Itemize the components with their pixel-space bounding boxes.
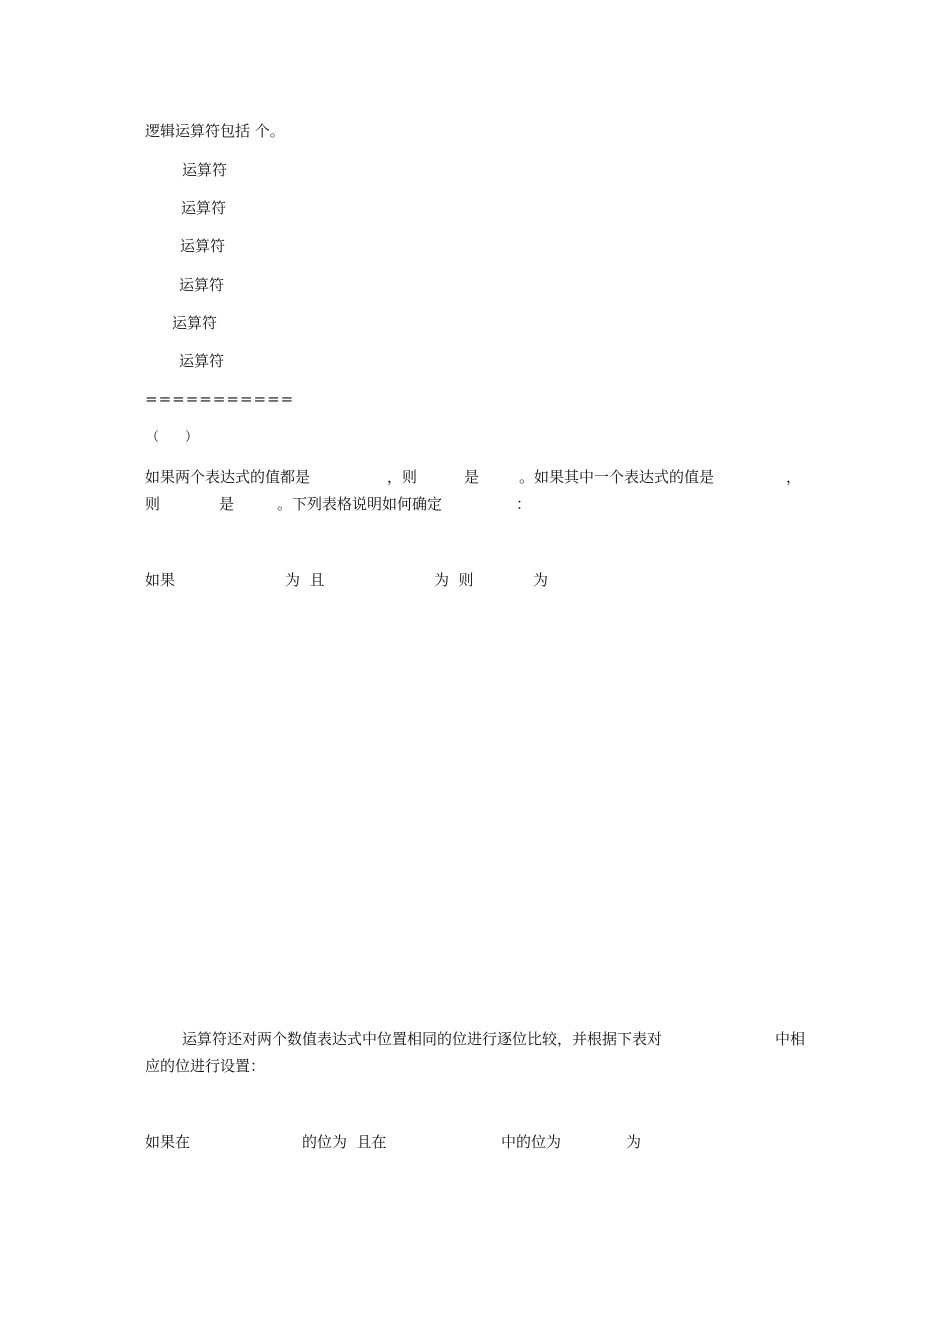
and-para-line1-part1: 如果两个表达式的值都是 [145,468,311,486]
table2-cell: 中的位为 [501,1133,562,1151]
separator-line: =========== [145,390,295,408]
operator-item: 运算符 [179,352,225,370]
empty-parentheses: （ ） [146,430,199,445]
operator-item: 运算符 [180,237,226,255]
table1-cell: 为 [533,571,549,589]
and-para-line1-part4: 。如果其中一个表达式的值是 [519,468,715,486]
table2-cell: 如果在 [145,1133,191,1151]
operator-item: 运算符 [172,314,218,332]
table1-cell: 如果 [145,571,176,589]
and-para-line2-part1: 则 [145,495,161,513]
and-para-line2-part3: 。下列表格说明如何确定 [277,495,443,513]
table2-cell: 为 [626,1133,642,1151]
bitwise-para-line2: 应的位进行设置： [145,1057,266,1075]
table1-cell: 为 且 [285,571,325,589]
table2-cell: 的位为 且在 [302,1133,387,1151]
operator-item: 运算符 [179,276,225,294]
table1-cell: 为 则 [434,571,474,589]
bitwise-para-line1-end: 中相 [775,1030,806,1048]
operator-item: 运算符 [181,199,227,217]
and-para-line1-part2: ，则 [387,468,418,486]
and-para-line1-part5: ， [786,468,802,486]
and-para-line2-part4: ： [516,495,532,513]
bitwise-para-line1: 运算符还对两个数值表达式中位置相同的位进行逐位比较，并根据下表对 [182,1030,663,1048]
and-para-line2-part2: 是 [219,495,235,513]
and-para-line1-part3: 是 [464,468,480,486]
intro-text: 逻辑运算符包括 个。 [145,122,285,140]
operator-item: 运算符 [182,161,228,179]
